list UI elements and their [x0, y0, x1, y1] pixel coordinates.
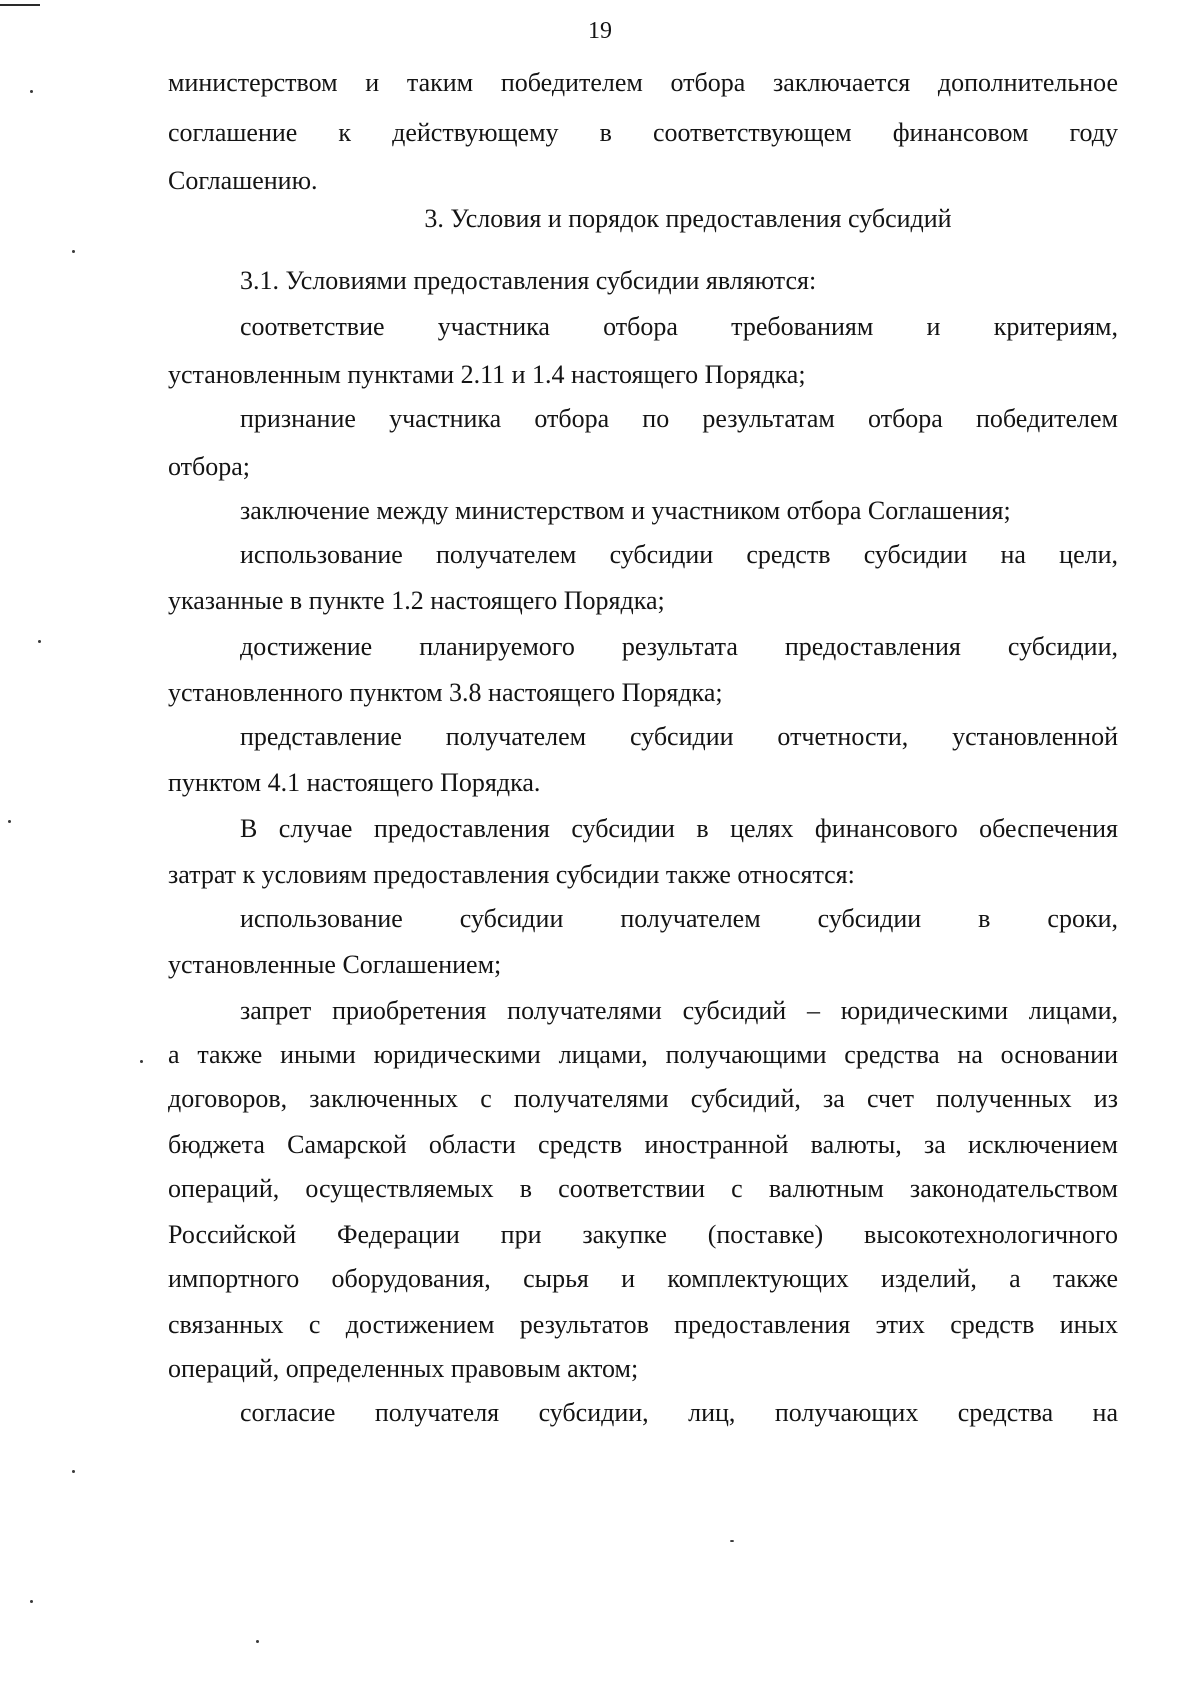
scan-speck [72, 1470, 75, 1473]
text-line: министерством и таким победителем отбора заключается дополнительное [168, 68, 1118, 97]
text-line: пунктом 4.1 настоящего Порядка. [168, 768, 541, 797]
text-line: соглашение к действующему в соответствующем финансовом году [168, 118, 1118, 147]
scan-speck [72, 250, 75, 253]
text-line: установленные Соглашением; [168, 950, 502, 979]
text-line: отбора; [168, 452, 251, 481]
paragraph-start: 3.1. Условиями предоставления субсидии являются: [240, 266, 817, 295]
text-line: импортного оборудования, сырья и комплектующих изделий, а также [168, 1264, 1118, 1293]
paragraph-start: представление получателем субсидии отчетности, установленной [240, 722, 1118, 751]
text-line: бюджета Самарской области средств иностранной валюты, за исключением [168, 1130, 1118, 1159]
paragraph-start: признание участника отбора по результатам отбора победителем [240, 404, 1118, 433]
text-line: затрат к условиям предоставления субсидии также относятся: [168, 860, 855, 889]
text-line: связанных с достижением результатов предоставления этих средств иных [168, 1310, 1118, 1339]
scan-speck [730, 1540, 734, 1542]
scan-speck [30, 1600, 33, 1603]
paragraph-start: согласие получателя субсидии, лиц, получающих средства на [240, 1398, 1118, 1427]
scan-speck [38, 640, 41, 643]
text-line: операций, осуществляемых в соответствии с валютным законодательством [168, 1174, 1118, 1203]
section-heading: 3. Условия и порядок предоставления субсидий [424, 204, 952, 233]
page-number: 19 [588, 18, 612, 44]
text-line: Соглашению. [168, 166, 318, 195]
text-line: договоров, заключенных с получателями субсидий, за счет полученных из [168, 1084, 1118, 1113]
text-line: операций, определенных правовым актом; [168, 1354, 639, 1383]
paragraph-start: использование субсидии получателем субсидии в сроки, [240, 904, 1118, 933]
paragraph-start: заключение между министерством и участником отбора Соглашения; [240, 496, 1011, 525]
scan-speck [140, 1060, 143, 1063]
paragraph-start: соответствие участника отбора требованиям и критериям, [240, 312, 1118, 341]
paragraph-start: использование получателем субсидии средств субсидии на цели, [240, 540, 1118, 569]
paragraph-start: достижение планируемого результата предоставления субсидии, [240, 632, 1118, 661]
scan-border-mark [0, 4, 40, 6]
text-line: установленным пунктами 2.11 и 1.4 настоящего Порядка; [168, 360, 806, 389]
scan-speck [8, 820, 11, 823]
paragraph-start: В случае предоставления субсидии в целях финансового обеспечения [240, 814, 1118, 843]
paragraph-start: запрет приобретения получателями субсидий – юридическими лицами, [240, 996, 1118, 1025]
scan-speck [256, 1640, 259, 1643]
text-line: Российской Федерации при закупке (поставке) высокотехнологичного [168, 1220, 1118, 1249]
text-line: установленного пунктом 3.8 настоящего Порядка; [168, 678, 723, 707]
scan-speck [30, 90, 33, 93]
text-line: указанные в пункте 1.2 настоящего Порядка; [168, 586, 665, 615]
text-line: а также иными юридическими лицами, получающими средства на основании [168, 1040, 1118, 1069]
